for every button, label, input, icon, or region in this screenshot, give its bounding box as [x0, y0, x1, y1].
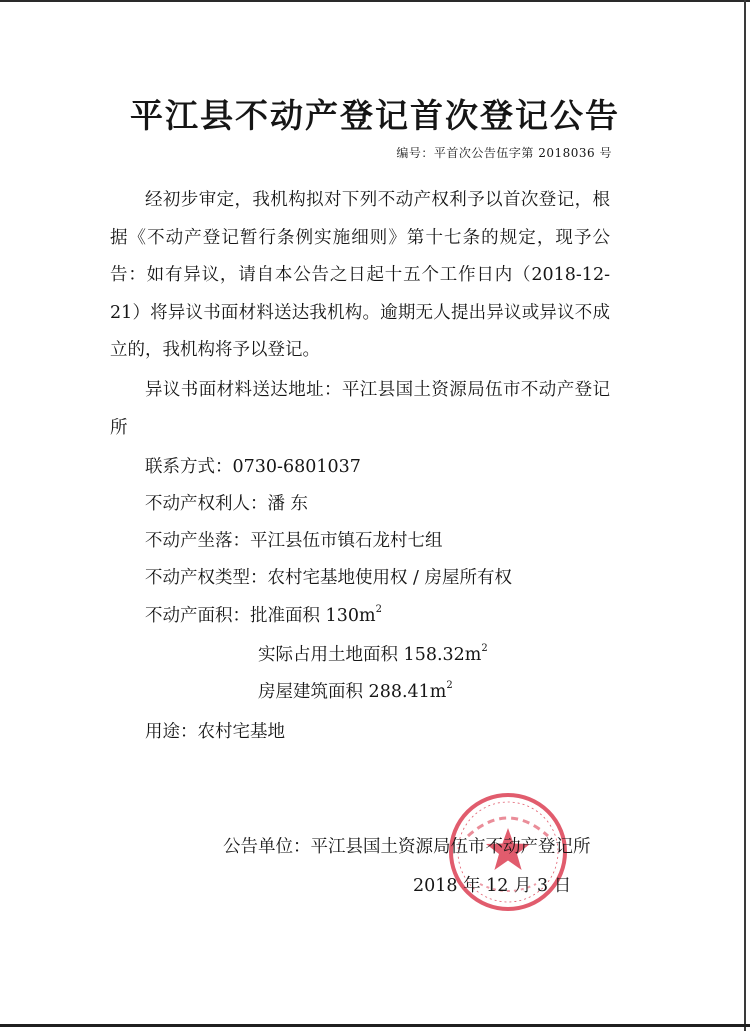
right-holder-line: 不动产权利人：潘 东: [145, 494, 309, 514]
notice-title: 平江县不动产登记首次登记公告: [130, 96, 620, 135]
approved-area-text: 不动产面积：批准面积 130m: [145, 606, 376, 626]
property-location-line: 不动产坐落：平江县伍市镇石龙村七组: [145, 531, 443, 551]
issue-date: 2018 年 12 月 3 日: [413, 876, 572, 896]
objection-address-paragraph: 异议书面材料送达地址：平江县国土资源局伍市不动产登记所: [110, 380, 610, 438]
approved-area-line: [145, 601, 382, 631]
notice-body-paragraph: 经初步审定，我机构拟对下列不动产权利予以首次登记，根据《不动产登记暂行条例实施细则》第十七条的规定，现予公告：如有异议，请自本公告之日起十五个工作日内（2018-12-21）将异议书面材料送达我机构。逾期无人提出异议或异议不成立的，我机构将予以登记。: [110, 190, 610, 360]
contact-line: 联系方式：0730-6801037: [145, 457, 361, 477]
area-unit-superscript: 2: [446, 680, 453, 692]
scan-border-right: [744, 0, 746, 1031]
actual-area-text: 实际占用土地面积 158.32m: [258, 645, 482, 665]
right-type-line: 不动产权类型：农村宅基地使用权 / 房屋所有权: [145, 568, 513, 588]
scan-border-top: [0, 0, 750, 2]
building-area-text: 房屋建筑面积 288.41m: [258, 682, 447, 702]
actual-area-line: [258, 640, 488, 670]
area-unit-superscript: 2: [375, 604, 382, 616]
document-number: 编号：平首次公告伍字第 2018036 号: [396, 146, 612, 160]
scan-border-bottom: [0, 1024, 750, 1027]
area-unit-superscript: 2: [481, 643, 488, 655]
issuing-unit-line: 公告单位：平江县国土资源局伍市不动产登记所: [223, 837, 591, 857]
building-area-line: [258, 677, 453, 707]
usage-line: 用途：农村宅基地: [145, 722, 285, 742]
